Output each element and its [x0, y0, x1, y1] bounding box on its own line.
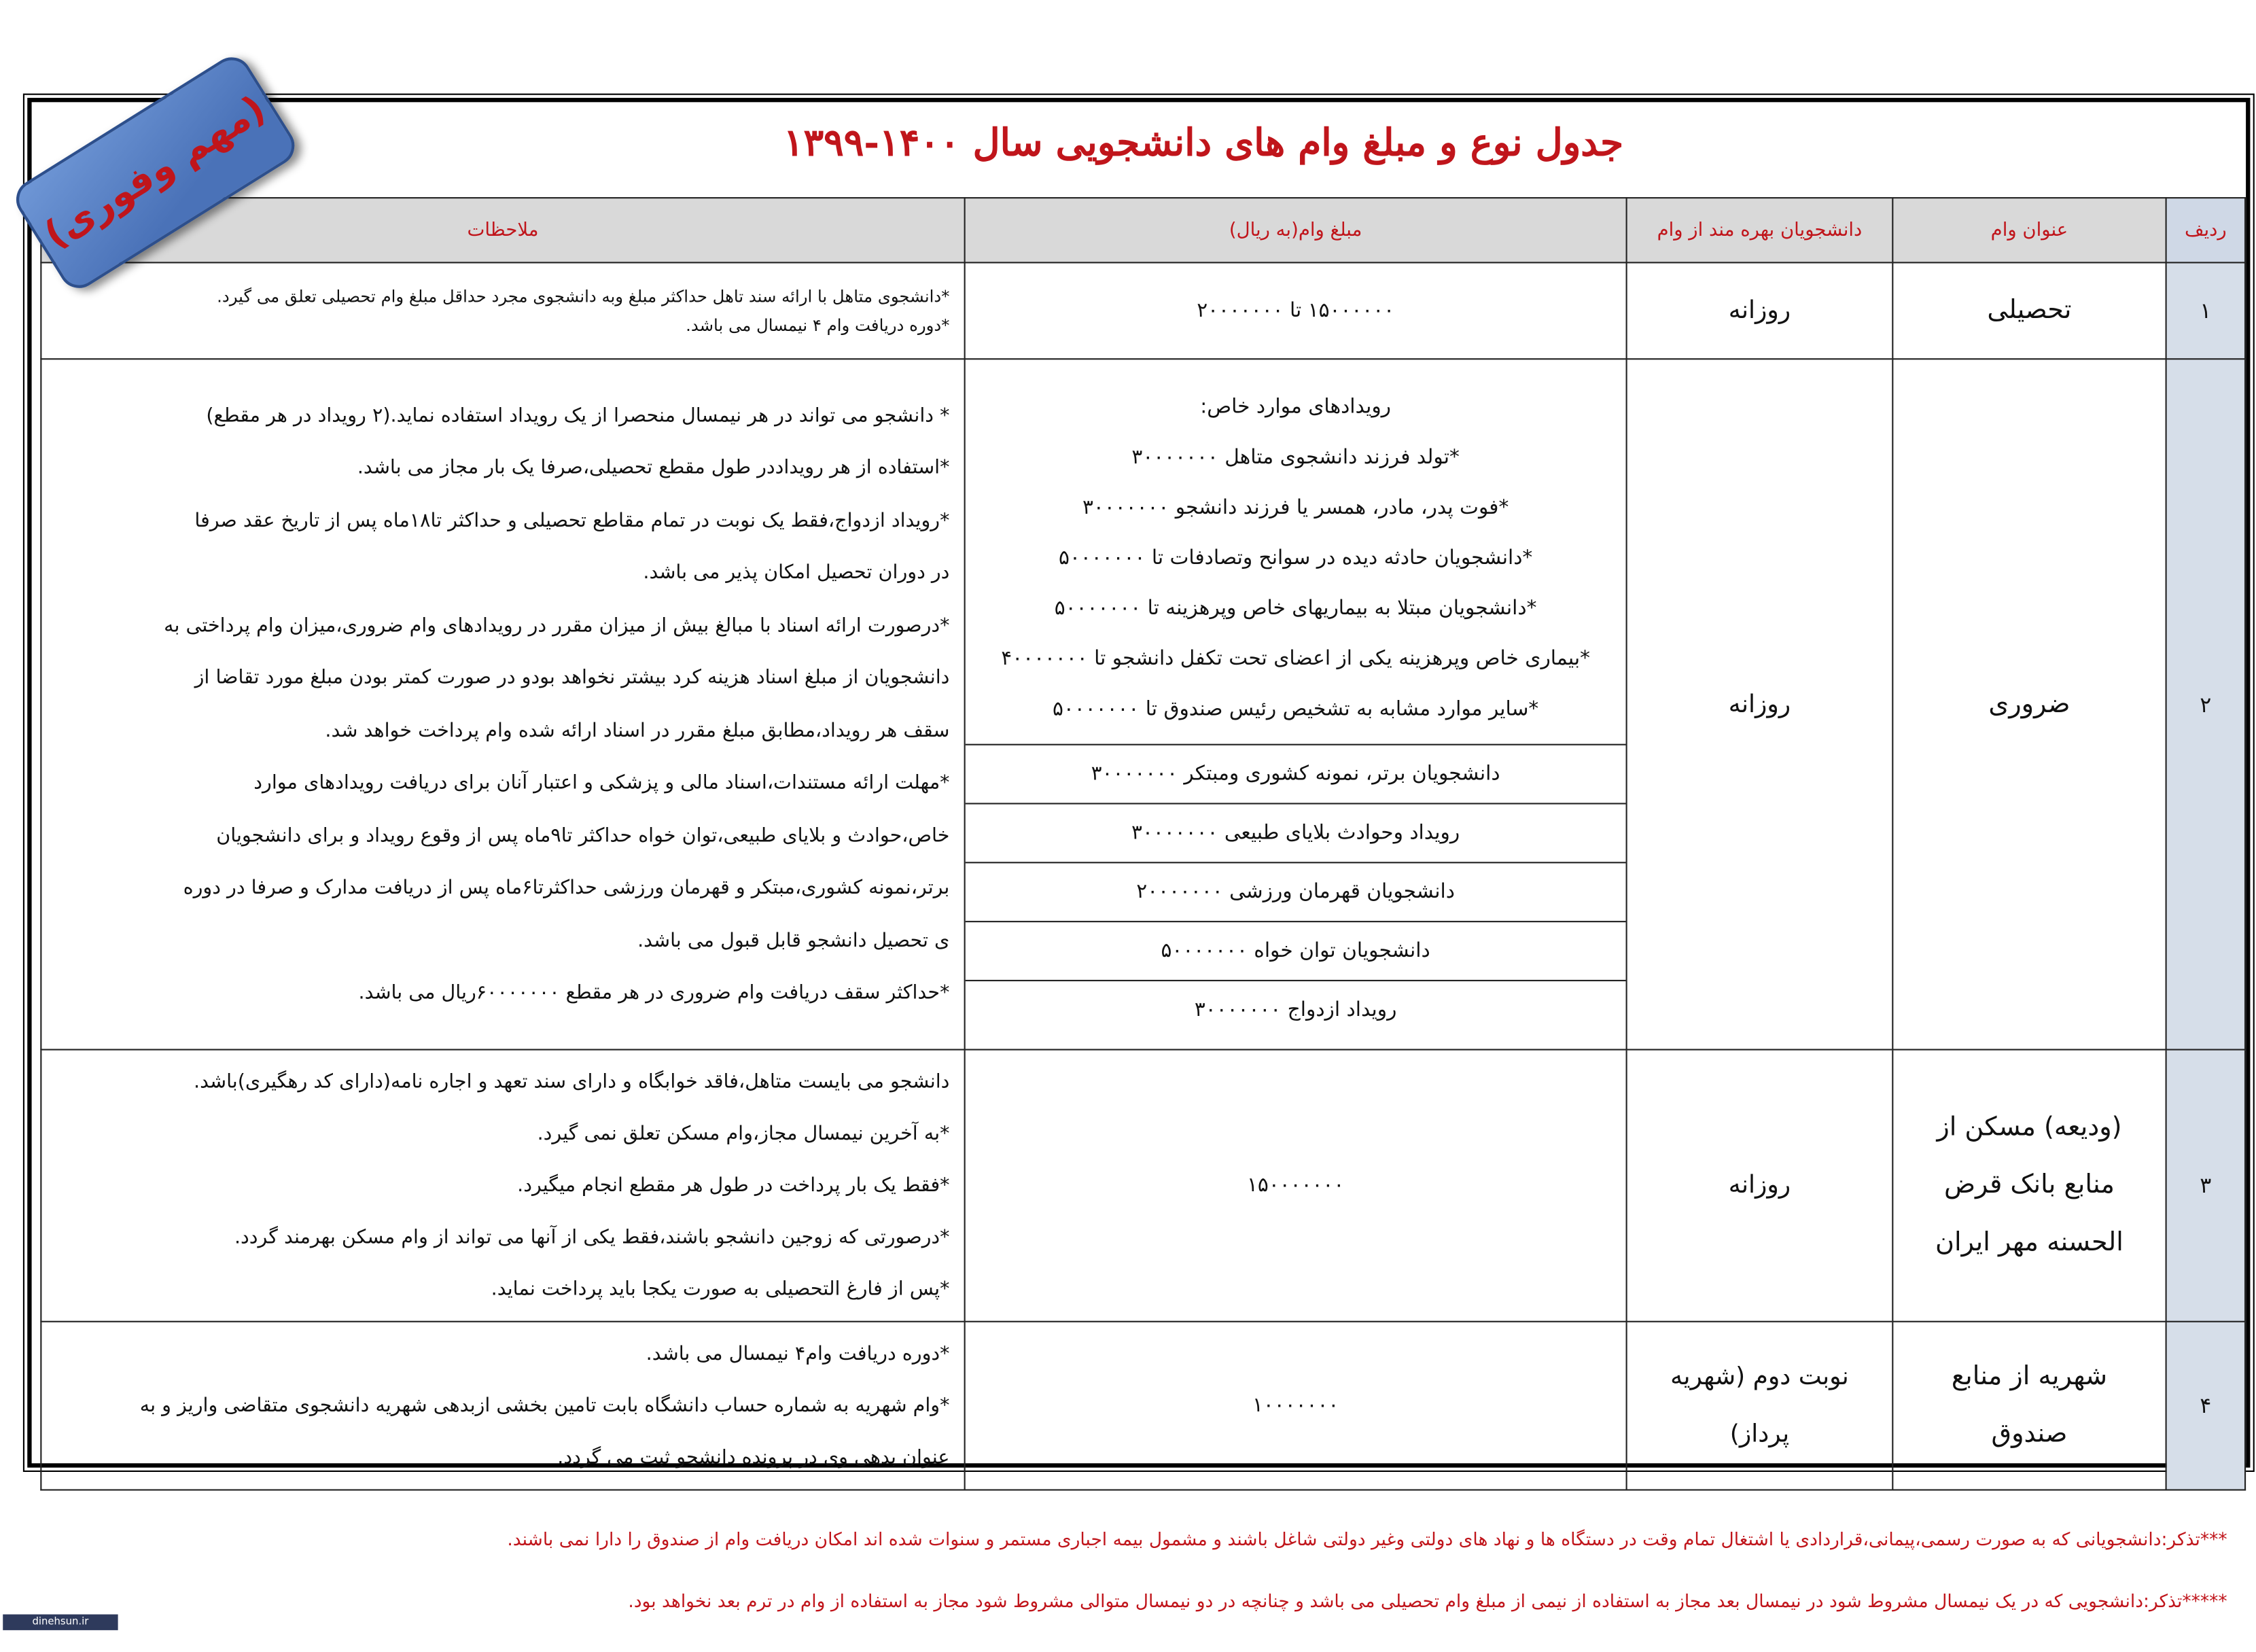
loan-title-line: منابع بانک قرض [1943, 1170, 2115, 1200]
header-row-no: ردیف [2166, 198, 2245, 262]
watermark-logo: dinehsun.ir [3, 1615, 118, 1630]
remark-line: دانشجو می بایست متاهل،فاقد خوابگاه و دارای سند تعهد و اجاره نامه(دارای کد رهگیری)باشد. [194, 1070, 950, 1094]
loan-title: تحصیلی [1892, 262, 2166, 359]
loan-amount [965, 359, 1627, 1049]
special-item: *سایر موارد مشابه به تشخیص رئیس صندوق تا ۵۰۰۰۰۰۰۰ [1052, 697, 1539, 721]
amount-subrow: رویداد ازدواج ۳۰۰۰۰۰۰۰ [966, 981, 1626, 1039]
beneficiaries-line: پرداز) [1729, 1420, 1790, 1449]
page-title: جدول نوع و مبلغ وام های دانشجویی سال ۱۴۰۰-۱۳۹۹ [783, 122, 1624, 166]
beneficiaries-line: نوبت دوم (شهریه [1670, 1363, 1849, 1392]
remarks [41, 1322, 964, 1490]
loan-amount: ۱۵۰۰۰۰۰۰ تا ۲۰۰۰۰۰۰۰ [965, 262, 1627, 359]
footer-note: ***تذکر:دانشجویانی که به صورت رسمی،پیمانی،قراردادی یا اشتغال تمام وقت در دستگاه ها و نهاد های دولتی وغیر دولتی شاغل باشند و مشمول بیمه اجباری مستمر و سنوات شده اند امکان دریافت وام از صندوق را دارا نمی باشند. [507, 1528, 2227, 1550]
footer-note: *****تذکر:دانشجویی که در یک نیمسال مشروط شود در نیمسال بعد مجاز به استفاده از نیمی از مبلغ وام تحصیلی می باشد و چنانچه در دو نیمسال متوالی مشروط شود مجاز به استفاده از وام در ترم بعد نخواهد بود. [628, 1589, 2227, 1612]
header-beneficiaries: دانشجویان بهره مند از وام [1627, 198, 1893, 262]
remark-line: *دوره دریافت وام ۴ نیمسال می باشد. [686, 315, 950, 336]
remark-line: *حداکثر سقف دریافت وام ضروری در هر مقطع ۶۰۰۰۰۰۰۰ریال می باشد. [358, 981, 950, 1004]
table-row [41, 1050, 2245, 1322]
special-item: *فوت پدر، مادر، همسر یا فرزند دانشجو ۳۰۰۰۰۰۰۰ [1082, 496, 1509, 520]
footer-notes [86, 1528, 2227, 1652]
loan-title [1892, 1322, 2166, 1490]
special-item: *بیماری خاص وپرهزینه یکی از اعضای تحت تکفل دانشجو تا ۴۰۰۰۰۰۰۰ [1001, 647, 1590, 671]
beneficiaries: روزانه [1627, 359, 1893, 1049]
special-item: *دانشجویان مبتلا به بیماریهای خاص وپرهزینه تا ۵۰۰۰۰۰۰۰ [1054, 597, 1537, 620]
amount-subrow: رویداد وحوادث بلایای طبیعی ۳۰۰۰۰۰۰۰ [966, 804, 1626, 863]
remark-line: سقف هر رویداد،مطابق مبلغ مقرر در اسناد ارائه شده وام پرداخت خواهد شد. [325, 718, 950, 742]
row-number: ۳ [2166, 1050, 2245, 1322]
urgent-badge-label: (مهم وفوری) [37, 88, 274, 258]
loan-title: ضروری [1892, 359, 2166, 1049]
remark-line: *استفاده از هر رویداددر طول مقطع تحصیلی،صرفا یک بار مجاز می باشد. [357, 456, 950, 480]
amount-subtable [966, 744, 1626, 1039]
row-number: ۲ [2166, 359, 2245, 1049]
loan-title-line: الحسنه مهر ایران [1935, 1227, 2123, 1258]
remark-line: *پس از فارغ التحصیلی به صورت یکجا باید پرداخت نماید. [491, 1278, 950, 1301]
remarks [41, 262, 964, 359]
beneficiaries: روزانه [1627, 262, 1893, 359]
remark-line: دانشجویان از مبلغ اسناد هزینه کرد بیشتر نخواهد بودو در صورت کمتر بودن مبلغ مورد تقاضا از [194, 666, 950, 690]
special-item: *تولد فرزند دانشجوی متاهل ۳۰۰۰۰۰۰۰ [1131, 446, 1460, 470]
beneficiaries: روزانه [1627, 1050, 1893, 1322]
remark-line: *دانشجوی متاهل با ارائه سند تاهل حداکثر مبلغ وبه دانشجوی مجرد حداقل مبلغ وام تحصیلی تعلق می گیرد. [217, 286, 950, 306]
remark-line: *مهلت ارائه مستندات،اسناد مالی و پزشکی و اعتبار آنان برای دریافت رویدادهای موارد [253, 771, 950, 794]
loan-title [1892, 1050, 2166, 1322]
table-row [41, 359, 2245, 1049]
special-heading: رویدادهای موارد خاص: [1200, 396, 1391, 419]
header-remarks: ملاحظات [41, 198, 964, 262]
remark-line: خاص،حوادث و بلایای طبیعی،توان خواه حداکثر تا۹ماه پس از وقوع رویداد و برای دانشجویان [216, 824, 950, 847]
remark-line: *دوره دریافت وام۴ نیمسال می باشد. [646, 1342, 950, 1366]
remark-line: *درصورت ارائه اسناد با مبالغ بیش از میزان مقرر در رویدادهای وام ضروری،میزان وام پرداختی به [164, 614, 950, 637]
amount-subrow: دانشجویان برتر، نمونه کشوری ومبتکر ۳۰۰۰۰۰۰۰ [966, 745, 1626, 804]
amount-subrow: دانشجویان توان خواه ۵۰۰۰۰۰۰۰ [966, 921, 1626, 981]
remark-line: برتر،نمونه کشوری،مبتکر و قهرمان ورزشی حداکثرتا۶ماه پس از دریافت مدارک و صرفا در دوره [183, 876, 950, 900]
beneficiaries [1627, 1322, 1893, 1490]
loan-amount: ۱۰۰۰۰۰۰۰ [965, 1322, 1627, 1490]
loan-amount: ۱۵۰۰۰۰۰۰۰ [965, 1050, 1627, 1322]
table-header-row [41, 198, 2245, 262]
table-row [41, 1322, 2245, 1490]
special-item: *دانشجویان حادثه دیده در سوانح وتصادفات تا ۵۰۰۰۰۰۰۰ [1059, 546, 1533, 570]
loan-title-line: شهریه از منابع [1951, 1360, 2108, 1392]
amount-subrow: دانشجویان قهرمان ورزشی ۲۰۰۰۰۰۰۰ [966, 862, 1626, 921]
remark-line: ی تحصیل دانشجو قابل قبول می باشد. [637, 928, 950, 952]
remark-line: *فقط یک بار پرداخت در طول هر مقطع انجام میگیرد. [517, 1174, 950, 1197]
row-number: ۴ [2166, 1322, 2245, 1490]
remark-line: در دوران تحصیل امکان پذیر می باشد. [643, 561, 950, 584]
remark-line: *وام شهریه به شماره حساب دانشگاه بابت تامین بخشی ازبدهی شهریه دانشجوی متقاضی واریز و به [139, 1394, 950, 1418]
remark-line: * دانشجو می تواند در هر نیمسال منحصرا از یک رویداد استفاده نماید.(۲ رویداد در هر مقطع) [206, 403, 950, 427]
header-amount: مبلغ وام(به ریال) [965, 198, 1627, 262]
remark-line: عنوان بدهی وی در پرونده دانشجو ثبت می گردد. [557, 1445, 950, 1469]
remarks [41, 1050, 964, 1322]
remark-line: *درصورتی که زوجین دانشجو باشند،فقط یکی از آنها می تواند از وام مسکن بهرمند گردد. [234, 1225, 950, 1249]
table-row [41, 262, 2245, 359]
remark-line: *به آخرین نیمسال مجاز،وام مسکن تعلق نمی گیرد. [537, 1122, 950, 1146]
loan-table [40, 197, 2246, 1490]
remarks [41, 359, 964, 1049]
loan-table-frame [27, 98, 2250, 1468]
loan-title-line: صندوق [1991, 1418, 2068, 1449]
special-events [966, 359, 1626, 743]
header-loan-title: عنوان وام [1892, 198, 2166, 262]
row-number: ۱ [2166, 262, 2245, 359]
loan-title-line: (ودیعه) مسکن از [1937, 1112, 2122, 1143]
remark-line: *رویداد ازدواج،فقط یک نوبت در تمام مقاطع تحصیلی و حداکثر تا۱۸ماه پس از تاریخ عقد صرفا [194, 508, 950, 532]
